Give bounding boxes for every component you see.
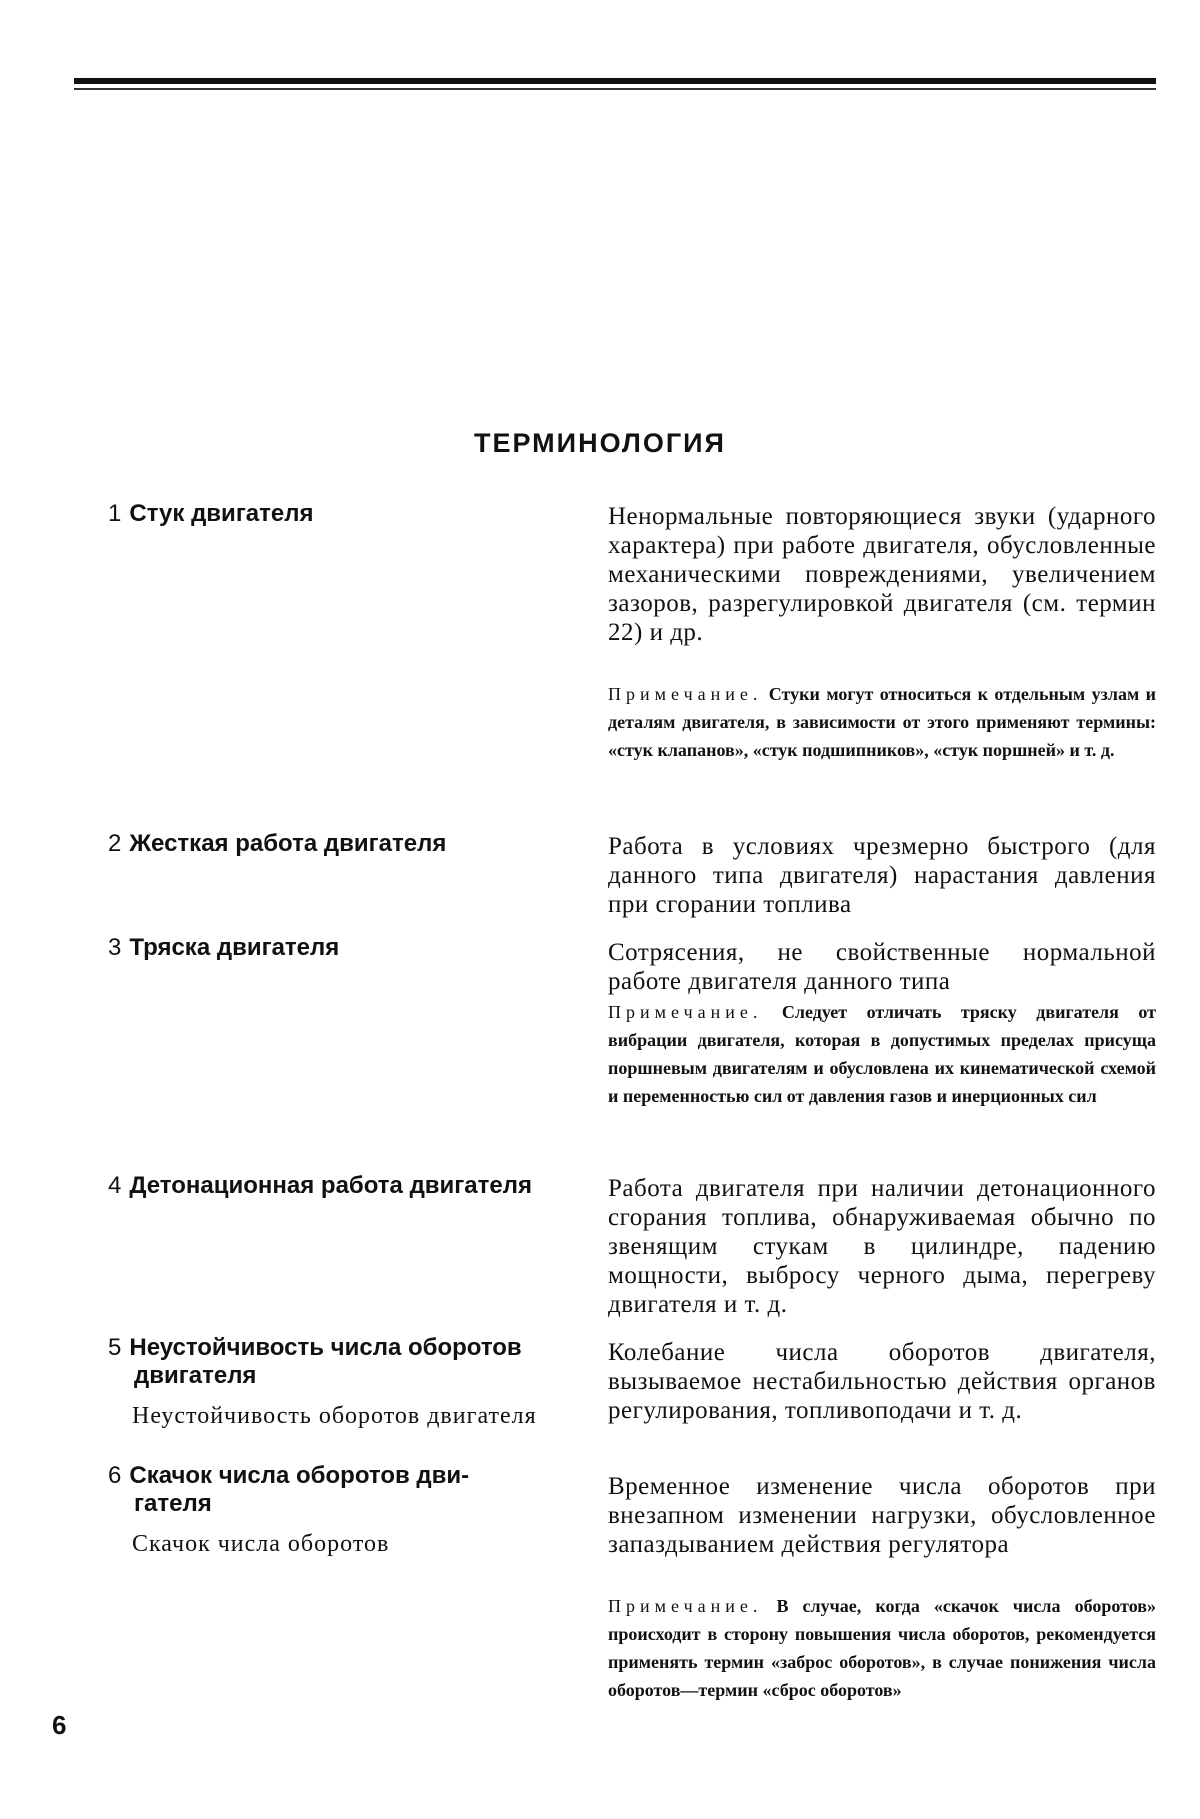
note-text: Стуки могут относиться к отдельным узлам и деталям двигателя, в зависимости от этого применяют термины: «стук клапанов», «стук подшипников», «стук поршней» и т. д. <box>608 684 1156 760</box>
term-name: Детонационная работа двигателя <box>129 1172 533 1199</box>
note-label: Примечание. <box>608 684 763 704</box>
alternative-term-6: Скачок числа оборотов <box>132 1531 390 1557</box>
definition-3: Сотрясения, не свойственные нормальной работе двигателя данного типа <box>608 939 1156 995</box>
term-1 <box>108 500 568 528</box>
term-name: Неустойчивость числа оборотов <box>129 1334 522 1361</box>
note-label: Примечание. <box>608 1002 763 1022</box>
definition-1: Ненормальные повторяющиеся звуки (ударного характера) при работе двигателя, обусловленные механическими повреждениями, увеличением зазоров, разрегулировкой двигателя (см. термин 22) и др. <box>608 503 1156 646</box>
top-rule <box>74 78 1156 84</box>
term-4 <box>108 1172 568 1200</box>
term-name: Стук двигателя <box>129 500 314 527</box>
term-name: Жесткая работа двигателя <box>129 830 447 857</box>
page-number: 6 <box>52 1710 67 1740</box>
definition-5: Колебание числа оборотов двигателя, вызываемое нестабильностью действия органов регулирования, топливоподачи и т. д. <box>608 1339 1156 1424</box>
term-6 <box>108 1462 568 1518</box>
note-1 <box>608 680 1156 764</box>
page-title: ТЕРМИНОЛОГИЯ <box>474 428 726 458</box>
definition-6: Временное изменение числа оборотов при внезапном изменении нагрузки, обусловленное запаздыванием действия регулятора <box>608 1473 1156 1558</box>
term-name: Тряска двигателя <box>129 934 340 961</box>
term-5 <box>108 1334 568 1390</box>
term-number: 6 <box>108 1462 122 1489</box>
note-text: Следует отличать тряску двигателя от вибрации двигателя, которая в допустимых пределах присуща поршневым двигателям и обусловлена их кинематической схемой и переменностью сил от давления газов и инерционных сил <box>608 1002 1157 1106</box>
term-number: 2 <box>108 830 122 857</box>
definition-2: Работа в условиях чрезмерно быстрого (для данного типа двигателя) нарастания давления при сгорании топлива <box>608 833 1156 918</box>
term-number: 5 <box>108 1334 122 1361</box>
term-name-continued: двигателя <box>134 1362 257 1389</box>
note-label: Примечание. <box>608 1596 763 1616</box>
top-rule-thin <box>74 88 1156 90</box>
term-number: 1 <box>108 500 122 527</box>
term-number: 3 <box>108 934 122 961</box>
term-2 <box>108 830 568 858</box>
definition-4: Работа двигателя при наличии детонационного сгорания топлива, обнаруживаемая обычно по звенящим стукам в цилиндре, падению мощности, выбросу черного дыма, перегреву двигателя и т. д. <box>608 1175 1156 1318</box>
note-text: В случае, когда «скачок числа оборотов» происходит в сторону повышения числа оборотов, рекомендуется применять термин «заброс оборотов», в случае понижения числа оборотов—термин «сброс оборотов» <box>608 1596 1156 1700</box>
alternative-term-5: Неустойчивость оборотов двигателя <box>132 1403 537 1429</box>
term-name: Скачок числа оборотов дви- <box>129 1462 470 1489</box>
term-3 <box>108 934 568 962</box>
term-number: 4 <box>108 1172 122 1199</box>
note-3 <box>608 998 1156 1110</box>
term-name-continued: гателя <box>134 1490 212 1517</box>
note-6 <box>608 1592 1156 1704</box>
